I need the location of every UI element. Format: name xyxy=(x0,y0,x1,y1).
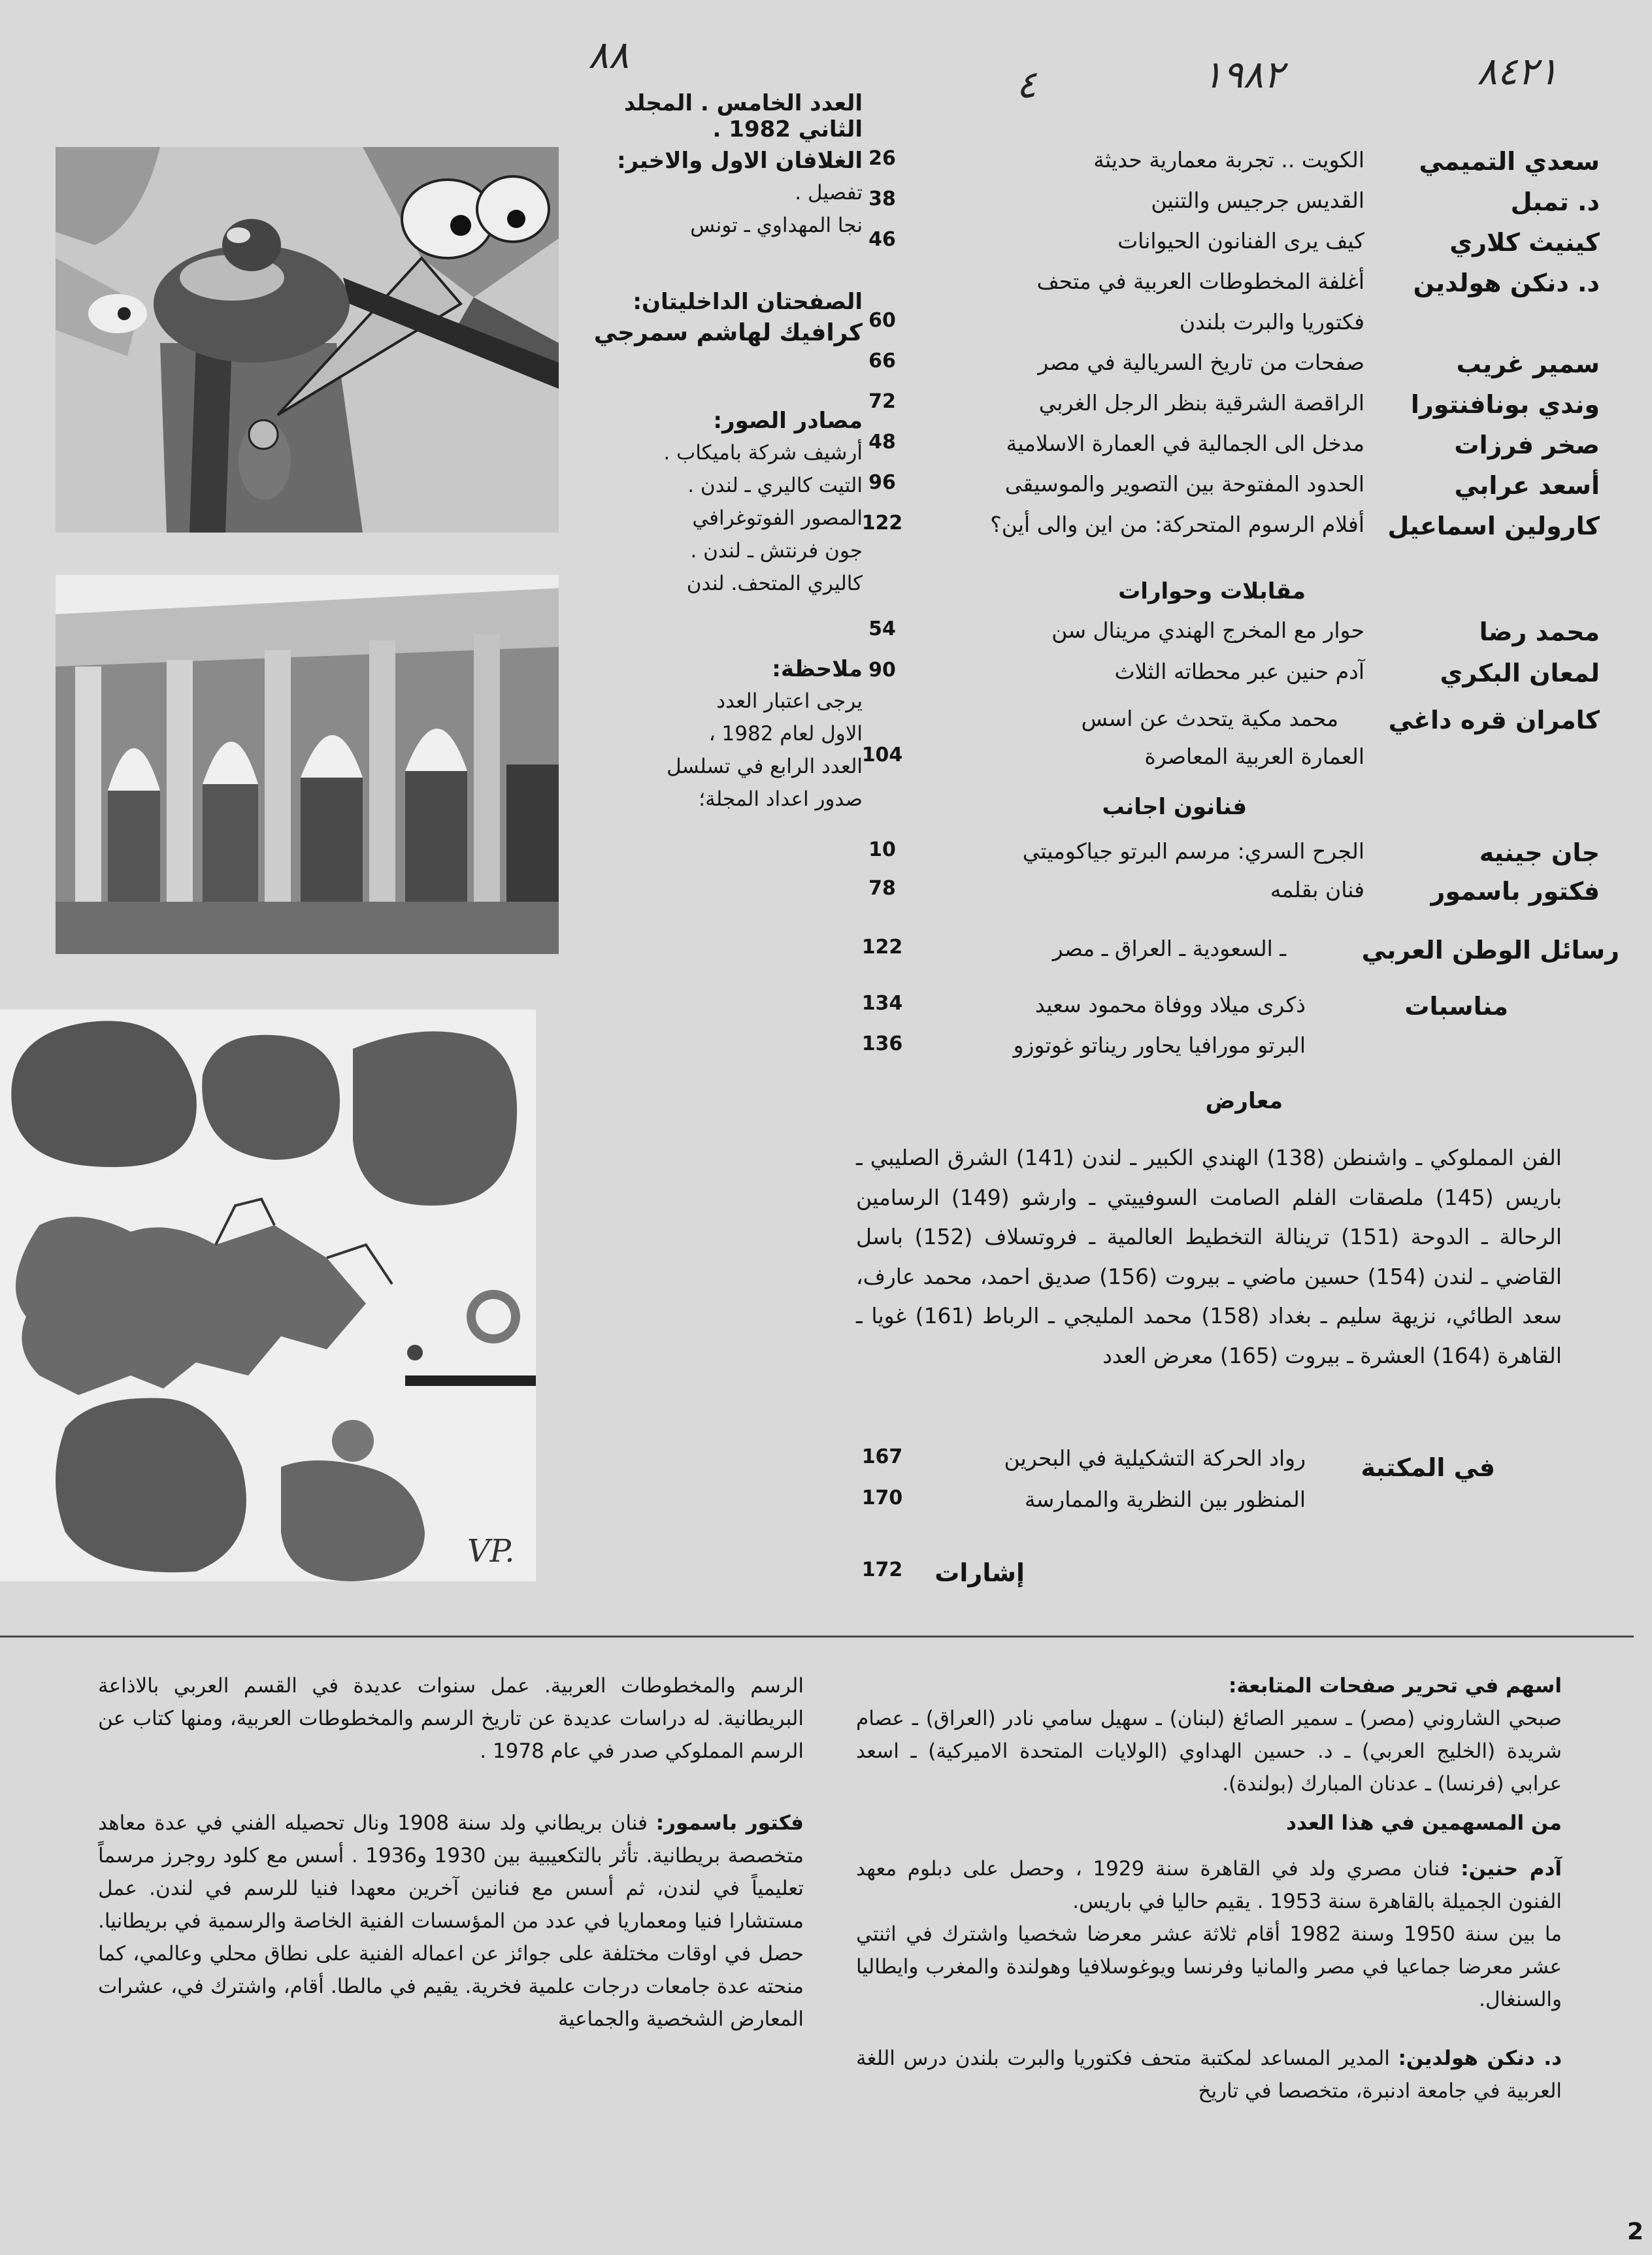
contributor-bio: فنان مصري ولد في القاهرة سنة 1929 ، وحصل على دبلوم معهد الفنون الجميلة بالقاهرة سنة 1953 . يقيم حاليا في باريس. xyxy=(856,1857,1562,1913)
source-line: المصور الفوتوغرافي xyxy=(692,506,863,530)
toc-author: إشارات xyxy=(934,1558,1025,1587)
contributors-heading: من المسهمين في هذا العدد xyxy=(1286,1811,1562,1835)
toc-page: 54 xyxy=(868,617,896,640)
toc-page: 38 xyxy=(868,188,896,210)
toc-title: القديس جرجيس والتنين xyxy=(1151,188,1364,213)
source-line: التيت كاليري ـ لندن . xyxy=(687,474,863,497)
handwritten-mark-c: ١٩٨٢ xyxy=(1202,52,1284,97)
note-line: يرجى اعتبار العدد xyxy=(716,689,863,713)
toc-title: محمد مكية يتحدث عن اسس xyxy=(1081,706,1338,731)
abstract-shapes xyxy=(0,1010,536,1581)
sources-heading: مصادر الصور: xyxy=(713,408,863,434)
contrib-heading: اسهم في تحرير صفحات المتابعة: xyxy=(1229,1674,1562,1698)
toc-page: 122 xyxy=(861,936,903,959)
bios-column xyxy=(98,1670,804,2035)
toc-page: 136 xyxy=(861,1032,903,1055)
contributor-bio: ما بين سنة 1950 وسنة 1982 أقام ثلاثة عشر معرضا شخصيا واشترك في اثنتي عشر معرضا جماعيا في مصر والمانيا وفرنسا ويوغوسلافيا وهولندة والمغرب وايطاليا والسنغال. xyxy=(856,1922,1562,2011)
toc-page: 170 xyxy=(861,1487,903,1509)
handwritten-mark-a: ٨٨ xyxy=(588,33,629,77)
architecture-photo xyxy=(56,575,559,954)
toc-author: أسعد عرابي xyxy=(1454,471,1600,500)
toc-author: كامران قره داغي xyxy=(1388,706,1600,734)
building-facade xyxy=(56,575,559,954)
covers-heading: الغلافان الاول والاخير: xyxy=(617,148,863,174)
toc-author: صخر فرزات xyxy=(1454,431,1600,459)
toc-page: 72 xyxy=(868,390,896,413)
inner-text: كرافيك لهاشم سمرجي xyxy=(593,320,863,346)
toc-title: أغلفة المخطوطات العربية في متحف xyxy=(1036,269,1364,294)
toc-page: 167 xyxy=(861,1445,903,1468)
covers-text: تفصيل . xyxy=(795,181,863,205)
toc-author: كينيث كلاري xyxy=(1449,228,1600,257)
toc-page: 78 xyxy=(868,877,896,900)
toc-title: العمارة العربية المعاصرة xyxy=(1144,744,1364,769)
toc-author: د. دنكن هولدين xyxy=(1413,269,1600,297)
toc-author: د. تمبل xyxy=(1510,188,1600,216)
toc-author: فكتور باسمور xyxy=(1430,877,1600,906)
toc-title: فنان بقلمه xyxy=(1270,877,1364,902)
toc-page: 172 xyxy=(861,1558,903,1581)
contributors-column xyxy=(856,1670,1562,2107)
cartoon-illustration xyxy=(56,147,559,533)
toc-title: ذكرى ميلاد ووفاة محمود سعيد xyxy=(1034,992,1306,1017)
issue-line: العدد الخامس . المجلد الثاني 1982 . xyxy=(623,90,863,142)
toc-author: محمد رضا xyxy=(1479,617,1600,646)
toc-title: أفلام الرسوم المتحركة: من اين والى أين؟ xyxy=(990,512,1364,537)
contributor-bio: فنان بريطاني ولد سنة 1908 ونال تحصيله الفني في عدة معاهد متخصصة بريطانية. تأثر بالتكعيبية بين 1930 و1936 . أسس مع كلود روجرز مرسماً تعليمياً في لندن، ثم أسس مع فنانين آخرين معهدا فنيا للرسم في لندن. عمل مستشارا فنيا ومعماريا في عدد من المؤسسات الفنية الخاصة والرسمية في بريطانيا. حصل في اوقات مختلفة على جوائز عن اعماله الفنية على نطاق محلي وعالمي، كما منحته عدة جامعات درجات علمية فخرية. يقيم في مالطا. أقام، واشترك في، عشرات المعارض الشخصية والجماعية xyxy=(98,1811,804,2031)
toc-page: 122 xyxy=(861,512,903,535)
toc-page: 96 xyxy=(868,471,896,494)
toc-title: صفحات من تاريخ السريالية في مصر xyxy=(1038,350,1364,375)
note-block xyxy=(575,653,863,815)
toc-page: 46 xyxy=(868,228,896,251)
section-heading-interviews: مقابلات وحوارات xyxy=(1118,578,1306,604)
note-line: صدور اعداد المجلة؛ xyxy=(699,787,863,811)
toc-page: 66 xyxy=(868,350,896,372)
toc-title: فكتوريا والبرت بلندن xyxy=(1179,309,1364,335)
contrib-text: صبحي الشاروني (مصر) ـ سمير الصائغ (لبنان) ـ سهيل سامي نادر (العراق) ـ عصام شريدة (الخليج العربي) ـ د. حسين الهداوي (الولايات المتحدة الاميركية) ـ اسعد عرابي (فرنسا) ـ عدنان المبارك (بولندة). xyxy=(856,1707,1562,1796)
toc-page: 134 xyxy=(861,992,903,1015)
contributor-bio: المدير المساعد لمكتبة متحف فكتوريا والبرت بلندن درس اللغة العربية في جامعة ادنبرة، متخصصا في تاريخ xyxy=(856,2047,1562,2103)
toc-page: 26 xyxy=(868,147,896,170)
toc-page: 48 xyxy=(868,431,896,453)
covers-text: نجا المهداوي ـ تونس xyxy=(690,214,863,237)
inner-pages-credit xyxy=(575,286,863,349)
toc-title: المنظور بين النظرية والممارسة xyxy=(1024,1487,1306,1512)
note-heading: ملاحظة: xyxy=(772,656,863,682)
toc-author: رسائل الوطن العربي xyxy=(1361,936,1619,964)
contributor-name: فكتور باسمور: xyxy=(655,1811,804,1835)
handwritten-mark-d: ٨٤٢١ xyxy=(1477,49,1559,93)
note-line: العدد الرابع في تسلسل xyxy=(667,755,863,778)
toc-page: 10 xyxy=(868,838,896,861)
photo-sources xyxy=(575,405,863,600)
contributor-name: د. دنكن هولدين: xyxy=(1398,2047,1562,2070)
toc-title: الكويت .. تجربة معمارية حديثة xyxy=(1093,147,1364,173)
toc-title: كيف يرى الفنانون الحيوانات xyxy=(1117,228,1364,254)
inner-heading: الصفحتان الداخليتان: xyxy=(633,289,863,315)
source-line: أرشيف شركة باميكاب . xyxy=(663,441,863,465)
toc-title: البرتو مورافيا يحاور ريناتو غوتوزو xyxy=(1013,1032,1306,1058)
abstract-painting xyxy=(0,1010,536,1581)
cartoon-photo xyxy=(56,147,559,533)
toc-page: 90 xyxy=(868,659,896,682)
artwork-signature: VP. xyxy=(467,1533,515,1570)
section-heading-foreign: فنانون اجانب xyxy=(1102,794,1247,820)
toc-title: حوار مع المخرج الهندي مرينال سن xyxy=(1051,617,1364,643)
page-number: 2 xyxy=(1627,2218,1644,2245)
section-divider xyxy=(0,1636,1634,1638)
toc-title: آدم حنين عبر محطاته الثلاث xyxy=(1114,659,1364,684)
toc-title: مدخل الى الجمالية في العمارة الاسلامية xyxy=(1006,431,1364,456)
handwritten-mark-b: ٤ xyxy=(1016,62,1037,107)
covers-credit xyxy=(575,145,863,242)
source-line: كاليري المتحف. لندن xyxy=(686,572,863,595)
note-line: الاول لعام 1982 ، xyxy=(708,722,863,746)
toc-title: رواد الحركة التشكيلية في البحرين xyxy=(1004,1445,1306,1471)
toc-author: مناسبات xyxy=(1404,992,1508,1021)
toc-title: الحدود المفتوحة بين التصوير والموسيقى xyxy=(1004,471,1364,497)
toc-author: وندي بونافنتورا xyxy=(1410,390,1600,419)
toc-author: لمعان البكري xyxy=(1440,659,1600,687)
toc-author: سمير غريب xyxy=(1456,350,1600,378)
toc-author: سعدي التميمي xyxy=(1419,147,1600,176)
toc-author: كارولين اسماعيل xyxy=(1387,512,1600,540)
toc-title: الجرح السري: مرسم البرتو جياكوميتي xyxy=(1022,838,1364,864)
toc-title: ـ السعودية ـ العراق ـ مصر xyxy=(1052,936,1286,961)
toc-page: 104 xyxy=(861,744,903,766)
toc-title: الراقصة الشرقية بنظر الرجل الغربي xyxy=(1038,390,1364,416)
toc-page: 60 xyxy=(868,309,896,332)
toc-author: جان جينيه xyxy=(1479,838,1600,867)
exhibitions-text: الفن المملوكي ـ واشنطن (138) الهندي الكبير ـ لندن (141) الشرق الصليبي ـ باريس (145) ملصقات الفلم الصامت السوفييتي ـ وارشو (149) الرسامين الرحالة ـ الدوحة (151) ترينالة التخطيط العالمية ـ فروتسلاف (152) باسل القاضي ـ لندن (154) حسين ماضي ـ بيروت (156) صديق احمد، محمد عارف، سعد الطائي، نزيهة سليم ـ بغداد (158) محمد المليجي ـ الرباط (161) غويا ـ القاهرة (164) العشرة ـ بيروت (165) معرض العدد xyxy=(856,1145,1562,1368)
toc-author: في المكتبة xyxy=(1361,1453,1495,1482)
section-heading-exhibitions: معارض xyxy=(1205,1088,1283,1114)
contributor-bio: الرسم والمخطوطات العربية. عمل سنوات عديدة في القسم العربي بالاذاعة البريطانية. له دراسات عديدة عن تاريخ الرسم والمخطوطات العربية، ومنها كتاب عن الرسم المملوكي صدر في عام 1978 . xyxy=(98,1674,804,1763)
source-line: جون فرنتش ـ لندن . xyxy=(690,539,863,563)
contributor-name: آدم حنين: xyxy=(1461,1857,1562,1881)
